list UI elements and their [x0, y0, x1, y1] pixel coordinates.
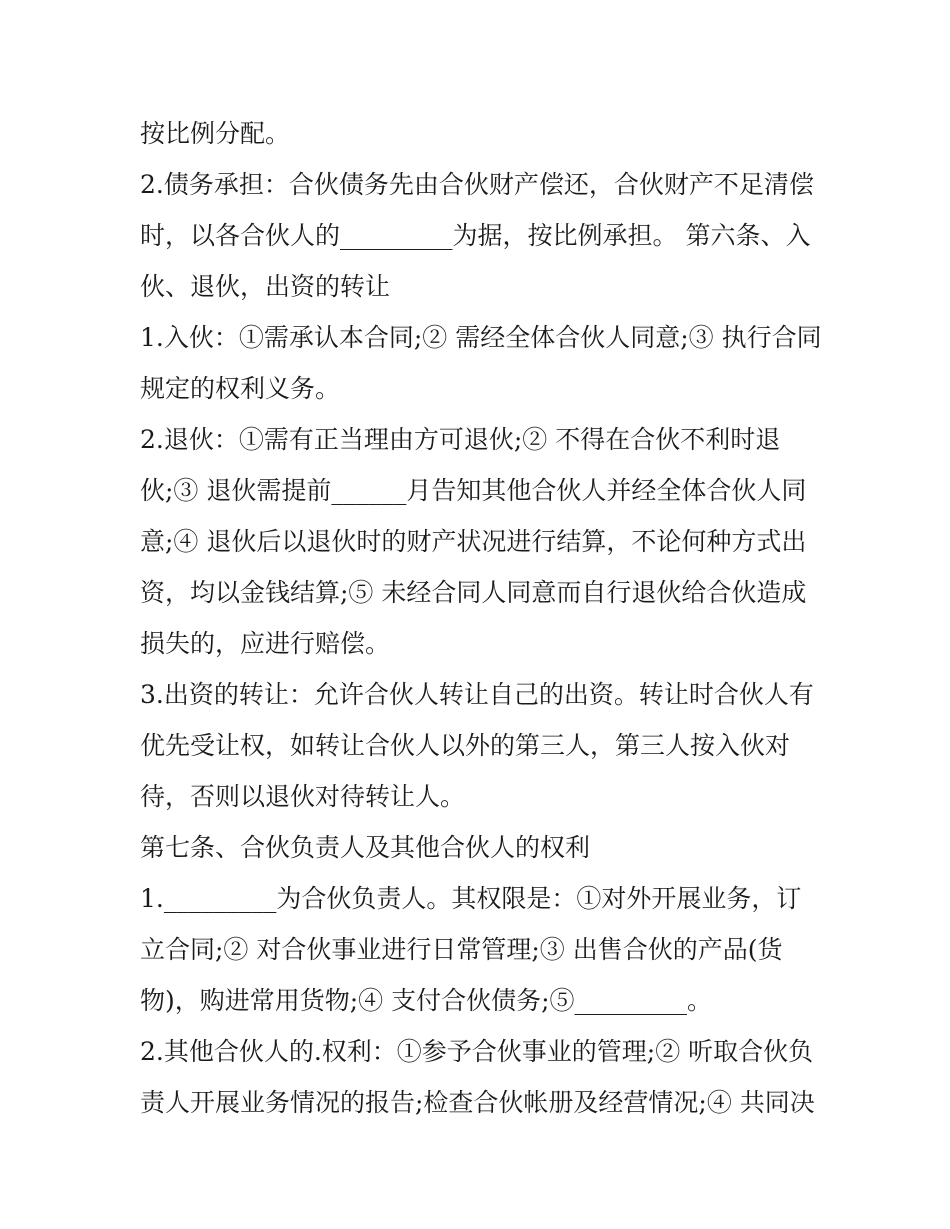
document-body: [140, 108, 820, 1128]
text-line: 物)，购进常用货物;④ 支付合伙债务;⑤_________。: [140, 986, 713, 1015]
text-line: 按比例分配。: [140, 119, 291, 148]
section-heading: 第七条、合伙负责人及其他合伙人的权利: [140, 833, 591, 862]
text-line: 资，均以金钱结算;⑤ 未经合同人同意而自行退伙给合伙造成: [140, 578, 807, 607]
text-line: 伙、退伙，出资的转让: [140, 272, 391, 301]
text-line: 1.入伙：①需承认本合同;② 需经全体合伙人同意;③ 执行合同: [140, 323, 822, 352]
text-line: 优先受让权，如转让合伙人以外的第三人，第三人按入伙对: [140, 731, 791, 760]
text-line: 规定的权利义务。: [140, 374, 341, 403]
text-line: 意;④ 退伙后以退伙时的财产状况进行结算，不论何种方式出: [140, 527, 807, 556]
text-line: 立合同;② 对合伙事业进行日常管理;③ 出售合伙的产品(货: [140, 935, 783, 964]
text-line: 伙;③ 退伙需提前______月告知其他合伙人并经全体合伙人同: [140, 476, 807, 505]
text-line: 1._________为合伙负责人。其权限是：①对外开展业务，订: [140, 884, 802, 913]
text-line: 时，以各合伙人的_________为据，按比例承担。 第六条、入: [140, 221, 811, 250]
text-line: 2.退伙：①需有正当理由方可退伙;② 不得在合伙不利时退: [140, 425, 781, 454]
text-line: 责人开展业务情况的报告;检查合伙帐册及经营情况;④ 共同决: [140, 1088, 815, 1117]
text-line: 待，否则以退伙对待转让人。: [140, 782, 466, 811]
text-line: 损失的，应进行赔偿。: [140, 629, 391, 658]
text-line: 3.出资的转让：允许合伙人转让自己的出资。转让时合伙人有: [140, 680, 814, 709]
text-line: 2.其他合伙人的.权利：①参予合伙事业的管理;② 听取合伙负: [140, 1037, 814, 1066]
text-line: 2.债务承担：合伙债务先由合伙财产偿还，合伙财产不足清偿: [140, 170, 814, 199]
